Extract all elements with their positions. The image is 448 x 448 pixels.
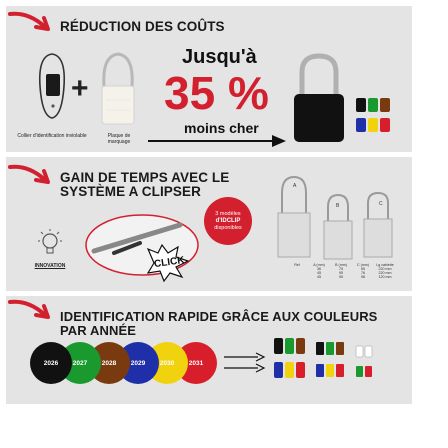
dimensions-table — [286, 263, 396, 279]
year-dot: 2028 — [88, 342, 130, 384]
section-title-time-line1: GAIN DE TEMPS AVEC LE — [60, 170, 230, 185]
percent-label: 35 % — [164, 67, 269, 119]
long-arrow-icon — [148, 134, 288, 148]
collar-label: Collier d'identification inviolable — [17, 133, 87, 139]
models-badge — [204, 197, 252, 245]
table-cell: 95 — [339, 271, 343, 275]
plus-sign: + — [71, 72, 89, 105]
table-cell: 98 — [361, 275, 365, 279]
section-title-color-line1: IDENTIFICATION RAPIDE GRÂCE AUX COULEURS — [60, 309, 378, 324]
badge-line3: disponibles — [214, 224, 242, 231]
table-cell: 45 — [317, 271, 321, 275]
table-cell: 76 — [361, 271, 365, 275]
badge-line1: 3 modèles — [215, 210, 241, 217]
marking-plate-icon — [96, 50, 140, 130]
table-cell — [286, 275, 308, 279]
cost-reduction-panel — [6, 6, 412, 152]
color-identification-panel — [6, 296, 412, 404]
dim-label-c: C — [379, 201, 383, 207]
section-title-color-line2: PAR ANNÉE — [60, 323, 137, 338]
table-row — [286, 275, 396, 279]
red-arrow-icon — [8, 10, 54, 34]
time-saving-panel — [6, 157, 412, 291]
cable-seal-icon — [32, 46, 72, 126]
section-title-cost: RÉDUCTION DES COÛTS — [60, 19, 225, 34]
click-label: CLICK — [153, 254, 186, 271]
lightbulb-icon — [34, 227, 66, 261]
colored-tags-icon — [354, 94, 394, 138]
red-arrow-icon — [8, 163, 54, 187]
color-tag-sets-icon — [270, 332, 410, 392]
year-dot: 2030 — [146, 342, 188, 384]
table-header-cell: Ref — [294, 263, 300, 267]
table-header-cell: Lg cablette — [376, 263, 394, 267]
table-cell: 220 mm — [378, 267, 392, 271]
padlock-icon — [290, 50, 348, 146]
table-cell: 75 — [339, 267, 343, 271]
less-expensive-label: moins cher — [184, 120, 259, 136]
innovation-label: INNOVATION — [34, 263, 66, 269]
section-title-time-line2: SYSTÈME A CLIPSER — [60, 184, 201, 199]
year-dot: 2029 — [117, 342, 159, 384]
table-header-cell: A (mm) — [313, 263, 325, 267]
table-cell: 36 — [317, 267, 321, 271]
table-cell: 65 — [361, 267, 365, 271]
red-arrow-icon — [8, 298, 54, 322]
year-dot: 2027 — [59, 342, 101, 384]
plate-label: Plaque de marquage — [107, 133, 131, 145]
double-arrow-icon — [224, 352, 266, 374]
table-cell: 220 mm — [378, 271, 392, 275]
table-cell: 120 mm — [378, 275, 392, 279]
dim-label-a: A — [293, 183, 297, 189]
table-header-cell: C (mm) — [357, 263, 369, 267]
up-to-label: Jusqu'à — [182, 46, 257, 68]
year-dot: 2031 — [175, 342, 217, 384]
table-header-cell: B (mm) — [335, 263, 347, 267]
badge-line2: d'IDCLIP — [215, 217, 241, 224]
dim-label-b: B — [336, 203, 340, 209]
table-cell: 45 — [317, 275, 321, 279]
table-cell: 95 — [339, 275, 343, 279]
year-dot: 2026 — [30, 342, 72, 384]
